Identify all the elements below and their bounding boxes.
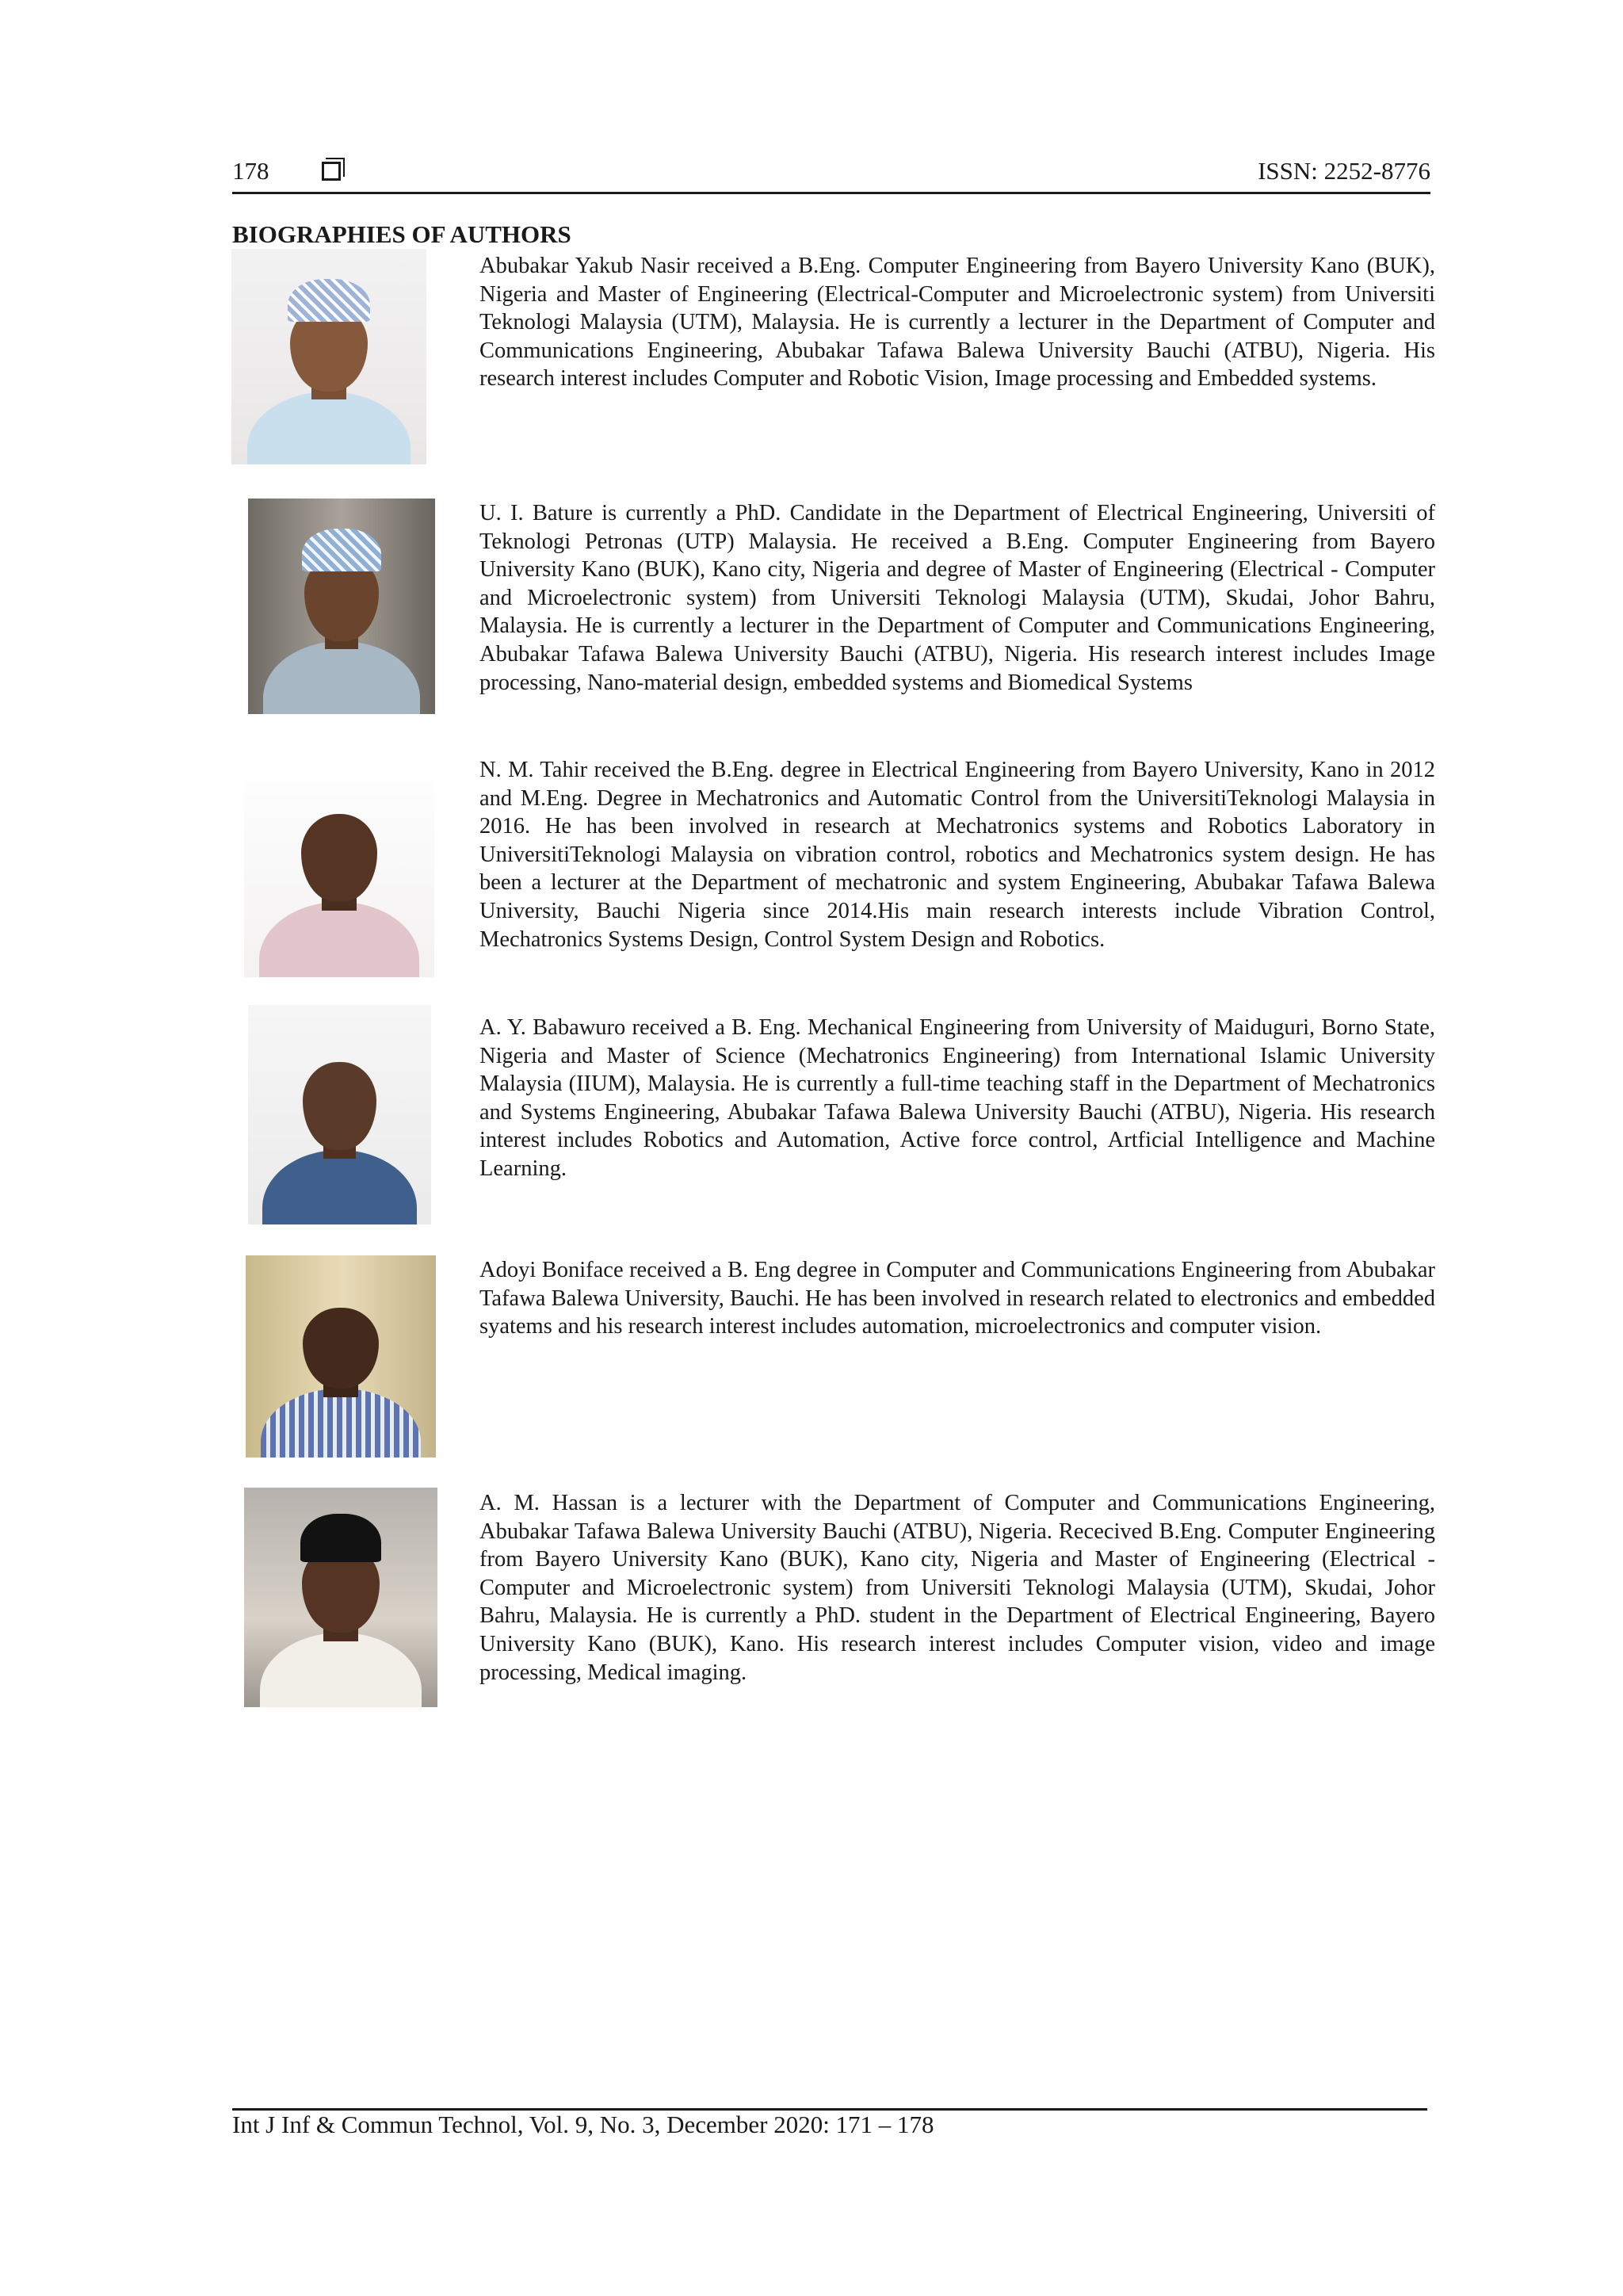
section-title: BIOGRAPHIES OF AUTHORS [232,220,571,248]
author-photo-nasir [231,249,426,464]
author-photo-tahir [244,756,434,977]
author-photo-babawuro [248,1005,431,1224]
running-header [232,155,1430,187]
bio-text-3: N. M. Tahir received the B.Eng. degree in Electrical Engineering from Bayero University, Kano in 2012 and M.Eng. Degree in Mechatronics and Automatic Control from the UniversitiTeknologi Malaysia in 2016. He has been involved in research at Mechatronics systems and Robotics Laboratory in UniversitiTeknologi Malaysia on vibration control, robotics and Mechatronics system design. He has been a lecturer at the Department of mechatronic and system Engineering, Abubakar Tafawa Balewa University, Bauchi Nigeria since 2014.His main research interests include Vibration Control, Mechatronics Systems Design, Control System Design and Robotics. [479,758,1435,952]
bio-text-4: A. Y. Babawuro received a B. Eng. Mechanical Engineering from University of Maiduguri, Borno State, Nigeria and Master of Science (Mechatronics Engineering) from International Islamic University Malaysia (IIUM), Malaysia. He is currently a full-time teaching staff in the Department of Mechatronics and Systems Engineering, Abubakar Tafawa Balewa University Bauchi (ATBU), Nigeria. His research interest includes Robotics and Automation, Active force control, Artficial Intelligence and Machine Learning. [479,1015,1435,1181]
bio-text-5: Adoyi Boniface received a B. Eng degree in Computer and Communications Engineering from Abubakar Tafawa Balewa University, Bauchi. He has been involved in research related to electronics and embedded syatems and his research interest includes automation, microelectronics and computer vision. [479,1258,1435,1339]
author-photo-boniface [246,1255,436,1457]
bio-text-6: A. M. Hassan is a lecturer with the Department of Computer and Communications Engineering, Abubakar Tafawa Balewa University Bauchi (ATBU), Nigeria. Rececived B.Eng. Computer Engineering from Bayero University Kano (BUK), Kano city, Nigeria and Master of Engineering (Electrical - Computer and Microelectronic system) from Universiti Teknologi Malaysia (UTM), Skudai, Johor Bahru, Malaysia. He is currently a PhD. student in the Department of Electrical Engineering, Bayero University Kano (BUK), Kano. His research interest includes Computer vision, video and image processing, Medical imaging. [479,1491,1435,1685]
journal-footer: Int J Inf & Commun Technol, Vol. 9, No. 3, December 2020: 171 – 178 [232,2111,934,2138]
issn: ISSN: 2252-8776 [1258,157,1430,185]
bio-text-1: Abubakar Yakub Nasir received a B.Eng. Computer Engineering from Bayero University Kano (BUK), Nigeria and Master of Engineering (Electrical-Computer and Microelectronic system) from Universiti Teknologi Malaysia (UTM), Malaysia. He is currently a lecturer in the Department of Computer and Communications Engineering, Abubakar Tafawa Balewa University Bauchi (ATBU), Nigeria. His research interest includes Computer and Robotic Vision, Image processing and Embedded systems. [479,254,1435,392]
author-photo-bature [248,499,435,714]
header-rule [232,192,1430,194]
checkbox-square-icon [322,162,341,181]
author-photo-hassan [244,1488,437,1707]
page-number: 178 [232,157,269,185]
bio-text-2: U. I. Bature is currently a PhD. Candidate in the Department of Electrical Engineering, Universiti of Teknologi Petronas (UTP) Malaysia. He received a B.Eng. Computer Engineering from Bayero University Kano (BUK), Kano city, Nigeria and degree of Master of Engineering (Electrical - Computer and Microelectronic system) from Universiti Teknologi Malaysia (UTM), Skudai, Johor Bahru, Malaysia. He is currently a lecturer in the Department of Computer and Communications Engineering, Abubakar Tafawa Balewa University Bauchi (ATBU), Nigeria. His research interest includes Image processing, Nano-material design, embedded systems and Biomedical Systems [479,501,1435,695]
